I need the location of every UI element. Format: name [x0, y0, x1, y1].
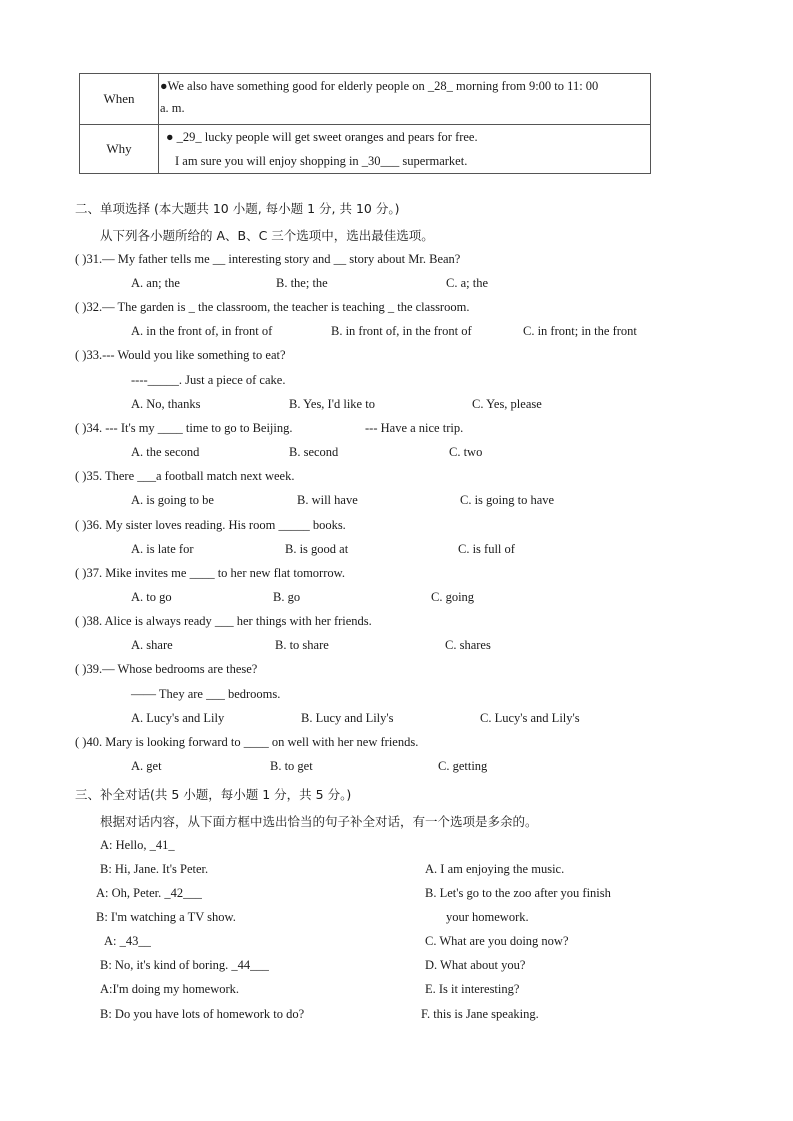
q31-option-c: C. a; the [446, 276, 489, 290]
row-content [159, 125, 651, 174]
row-line: ● _29_ lucky people will get sweet oranges and pears for free. [166, 130, 478, 144]
question-39-stem: ( )39.— Whose bedrooms are these? [75, 662, 258, 676]
row-label: When [80, 74, 159, 125]
dialogue-line: A:I'm doing my homework. [100, 982, 240, 996]
q40-option-c: C. getting [438, 759, 488, 773]
section3-heading: 三、补全对话(共 5 小题，每小题 1 分，共 5 分。) [75, 787, 352, 802]
row-label: Why [80, 125, 159, 174]
q36-option-c: C. is full of [458, 542, 515, 556]
q35-option-a: A. is going to be [131, 493, 214, 507]
choice-a: A. I am enjoying the music. [425, 862, 565, 876]
q33-sub: ----_____. Just a piece of cake. [131, 373, 286, 387]
q38-option-a: A. share [131, 638, 173, 652]
q33-option-c: C. Yes, please [472, 397, 542, 411]
question-38-stem: ( )38. Alice is always ready ___ her things with her friends. [75, 614, 372, 628]
q37-option-b: B. go [273, 590, 301, 604]
dialogue-line: A: Oh, Peter. _42___ [96, 886, 202, 900]
question-40-stem: ( )40. Mary is looking forward to ____ on well with her new friends. [75, 735, 419, 749]
question-37-stem: ( )37. Mike invites me ____ to her new flat tomorrow. [75, 566, 345, 580]
dialogue-line: A: _43__ [104, 934, 151, 948]
table-row [80, 125, 651, 174]
q34-option-b: B. second [289, 445, 339, 459]
q31-option-b: B. the; the [276, 276, 328, 290]
q36-option-b: B. is good at [285, 542, 349, 556]
row-line: ●We also have something good for elderly people on _28_ morning from 9:00 to 11: 00 [160, 79, 599, 93]
choice-b: B. Let's go to the zoo after you finish [425, 886, 611, 900]
q32-option-b: B. in front of, in the front of [331, 324, 472, 338]
choice-d: D. What about you? [425, 958, 526, 972]
q39-sub: —— They are ___ bedrooms. [131, 687, 281, 701]
q39-option-b: B. Lucy and Lily's [301, 711, 394, 725]
section2-heading: 二、单项选择 (本大题共 10 小题, 每小题 1 分, 共 10 分。) [75, 201, 400, 216]
q40-option-b: B. to get [270, 759, 313, 773]
table-row [80, 74, 651, 125]
choice-b-continued: your homework. [446, 910, 529, 924]
q39-option-c: C. Lucy's and Lily's [480, 711, 580, 725]
dialogue-line: A: Hello, _41_ [100, 838, 175, 852]
q34-option-a: A. the second [131, 445, 200, 459]
q40-option-a: A. get [131, 759, 162, 773]
q36-option-a: A. is late for [131, 542, 194, 556]
choice-e: E. Is it interesting? [425, 982, 520, 996]
question-34-reply: --- Have a nice trip. [365, 421, 464, 435]
q32-option-c: C. in front; in the front [523, 324, 637, 338]
q37-option-a: A. to go [131, 590, 172, 604]
row-content [159, 74, 651, 125]
question-35-stem: ( )35. There ___a football match next week. [75, 469, 295, 483]
q32-option-a: A. in the front of, in front of [131, 324, 273, 338]
q38-option-b: B. to share [275, 638, 329, 652]
q34-option-c: C. two [449, 445, 483, 459]
choice-c: C. What are you doing now? [425, 934, 569, 948]
question-33-stem: ( )33.--- Would you like something to eat? [75, 348, 286, 362]
row-line: a. m. [160, 101, 185, 115]
info-table [79, 73, 651, 174]
q39-option-a: A. Lucy's and Lily [131, 711, 225, 725]
q37-option-c: C. going [431, 590, 475, 604]
q33-option-b: B. Yes, I'd like to [289, 397, 375, 411]
question-32-stem: ( )32.— The garden is _ the classroom, the teacher is teaching _ the classroom. [75, 300, 470, 314]
choice-f: F. this is Jane speaking. [421, 1007, 539, 1021]
q35-option-c: C. is going to have [460, 493, 555, 507]
q31-option-a: A. an; the [131, 276, 180, 290]
dialogue-line: B: I'm watching a TV show. [96, 910, 236, 924]
dialogue-line: B: Do you have lots of homework to do? [100, 1007, 305, 1021]
question-31-stem: ( )31.— My father tells me __ interesting story and __ story about Mr. Bean? [75, 252, 461, 266]
section3-instruction: 根据对话内容，从下面方框中选出恰当的句子补全对话，有一个选项是多余的。 [100, 814, 538, 829]
dialogue-line: B: Hi, Jane. It's Peter. [100, 862, 209, 876]
q35-option-b: B. will have [297, 493, 358, 507]
dialogue-line: B: No, it's kind of boring. _44___ [100, 958, 269, 972]
section2-instruction: 从下列各小题所给的 A、B、C 三个选项中，选出最佳选项。 [100, 228, 434, 243]
question-34-stem: ( )34. --- It's my ____ time to go to Beijing. [75, 421, 293, 435]
q33-option-a: A. No, thanks [131, 397, 201, 411]
q38-option-c: C. shares [445, 638, 491, 652]
row-line: I am sure you will enjoy shopping in _30___ supermarket. [175, 154, 468, 168]
question-36-stem: ( )36. My sister loves reading. His room _____ books. [75, 518, 346, 532]
